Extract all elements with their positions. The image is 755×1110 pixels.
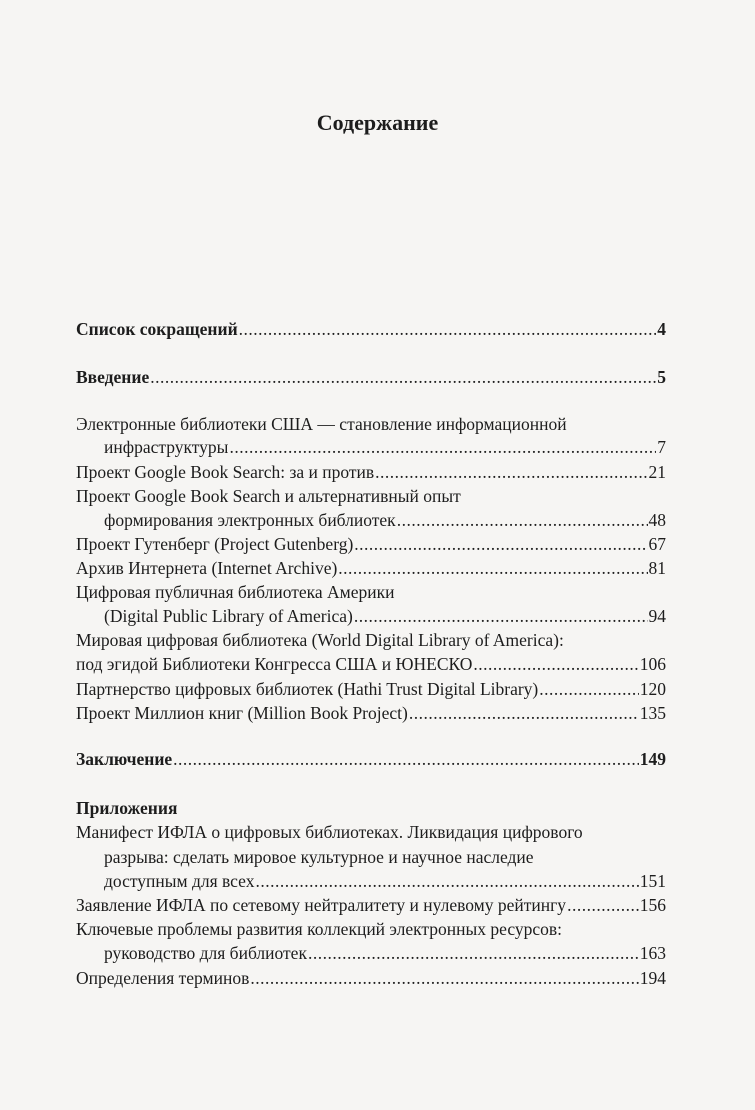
toc-entry-title: руководство для библиотек	[104, 943, 307, 963]
toc-entry-title: Проект Google Book Search: за и против	[76, 462, 375, 482]
dot-leader	[239, 318, 657, 341]
toc-entry-abbreviations[interactable]	[76, 318, 666, 341]
toc-entry-e-resources[interactable]	[104, 942, 666, 965]
toc-entry-line1: Электронные библиотеки США — становление информационной	[76, 414, 567, 434]
dot-leader	[409, 702, 639, 725]
toc-entry-ifla-manifesto[interactable]	[104, 870, 666, 893]
dot-leader	[567, 894, 639, 917]
toc-entry-title: Архив Интернета (Internet Archive)	[76, 558, 338, 578]
toc-entry-line1: Проект Google Book Search и альтернативный опыт	[76, 486, 461, 506]
toc-entry-page: 149	[639, 749, 666, 769]
dot-leader	[173, 748, 639, 771]
toc-entry-ifla-net-neutrality[interactable]	[76, 894, 666, 917]
toc-entry-line1: Цифровая публичная библиотека Америки	[76, 582, 395, 602]
toc-entry-million-book[interactable]	[76, 702, 666, 725]
toc-entry-page: 21	[648, 462, 666, 482]
toc-entry-page: 135	[639, 703, 666, 723]
toc-entry-page: 151	[639, 871, 666, 891]
toc-entry-title: инфраструктуры	[104, 437, 229, 457]
toc-entry-title: Введение	[76, 367, 150, 387]
dot-leader	[250, 967, 638, 990]
toc-entry-page: 94	[648, 606, 666, 626]
toc-entry-title: Заключение	[76, 749, 173, 769]
toc-entry-gutenberg[interactable]	[76, 533, 666, 556]
toc-entry-page: 163	[639, 943, 666, 963]
toc-entry-title: (Digital Public Library of America)	[104, 606, 353, 626]
toc-entry-page: 120	[639, 679, 666, 699]
toc-entry-us-libraries[interactable]	[104, 436, 666, 459]
dot-leader	[308, 942, 639, 965]
toc-entry-title: формирования электронных библиотек	[104, 510, 396, 530]
dot-leader	[539, 678, 639, 701]
toc-entry-introduction[interactable]	[76, 366, 666, 389]
dot-leader	[354, 533, 647, 556]
dot-leader	[473, 653, 638, 676]
appendix-heading: Приложения	[76, 798, 178, 818]
toc-entry-page: 106	[639, 654, 666, 674]
toc-entry-title: Проект Гутенберг (Project Gutenberg)	[76, 534, 354, 554]
dot-leader	[397, 509, 648, 532]
page-title: Содержание	[316, 110, 439, 135]
toc-entry-line1: Мировая цифровая библиотека (World Digital Library of America):	[76, 630, 564, 650]
toc-entry-title: Список сокращений	[76, 319, 238, 339]
toc-entry-page: 194	[639, 968, 666, 988]
toc-entry-definitions[interactable]	[76, 967, 666, 990]
toc-entry-title: доступным для всех	[104, 871, 255, 891]
toc-entry-page: 7	[657, 437, 666, 457]
toc-entry-page: 4	[657, 319, 666, 339]
toc-entry-title: Партнерство цифровых библиотек (Hathi Trust Digital Library)	[76, 679, 539, 699]
toc-entry-page: 81	[648, 558, 666, 578]
toc-entry-wdl[interactable]	[76, 653, 666, 676]
toc-entry-title: Проект Миллион книг (Million Book Project)	[76, 703, 408, 723]
toc-entry-dpla[interactable]	[104, 605, 666, 628]
toc-entry-page: 67	[648, 534, 666, 554]
toc-entry-title: под эгидой Библиотеки Конгресса США и ЮНЕСКО	[76, 654, 473, 674]
toc-entry-google-pro-contra[interactable]	[76, 461, 666, 484]
dot-leader	[375, 461, 647, 484]
dot-leader	[354, 605, 648, 628]
toc-entry-page: 5	[657, 367, 666, 387]
toc-entry-title: Заявление ИФЛА по сетевому нейтралитету и нулевому рейтингу	[76, 895, 567, 915]
toc-entry-page: 48	[648, 510, 666, 530]
toc-entry-page: 156	[639, 895, 666, 915]
toc-entry-google-alternative[interactable]	[104, 509, 666, 532]
toc-entry-internet-archive[interactable]	[76, 557, 666, 580]
toc-entry-line2: разрыва: сделать мировое культурное и научное наследие	[104, 847, 534, 867]
toc-entry-title: Определения терминов	[76, 968, 250, 988]
toc-entry-line1: Манифест ИФЛА о цифровых библиотеках. Ликвидация цифрового	[76, 822, 583, 842]
dot-leader	[229, 436, 656, 459]
dot-leader	[255, 870, 638, 893]
toc-entry-line1: Ключевые проблемы развития коллекций электронных ресурсов:	[76, 919, 562, 939]
dot-leader	[150, 366, 656, 389]
toc-entry-hathi-trust[interactable]	[76, 678, 666, 701]
dot-leader	[338, 557, 647, 580]
toc-entry-conclusion[interactable]	[76, 748, 666, 771]
